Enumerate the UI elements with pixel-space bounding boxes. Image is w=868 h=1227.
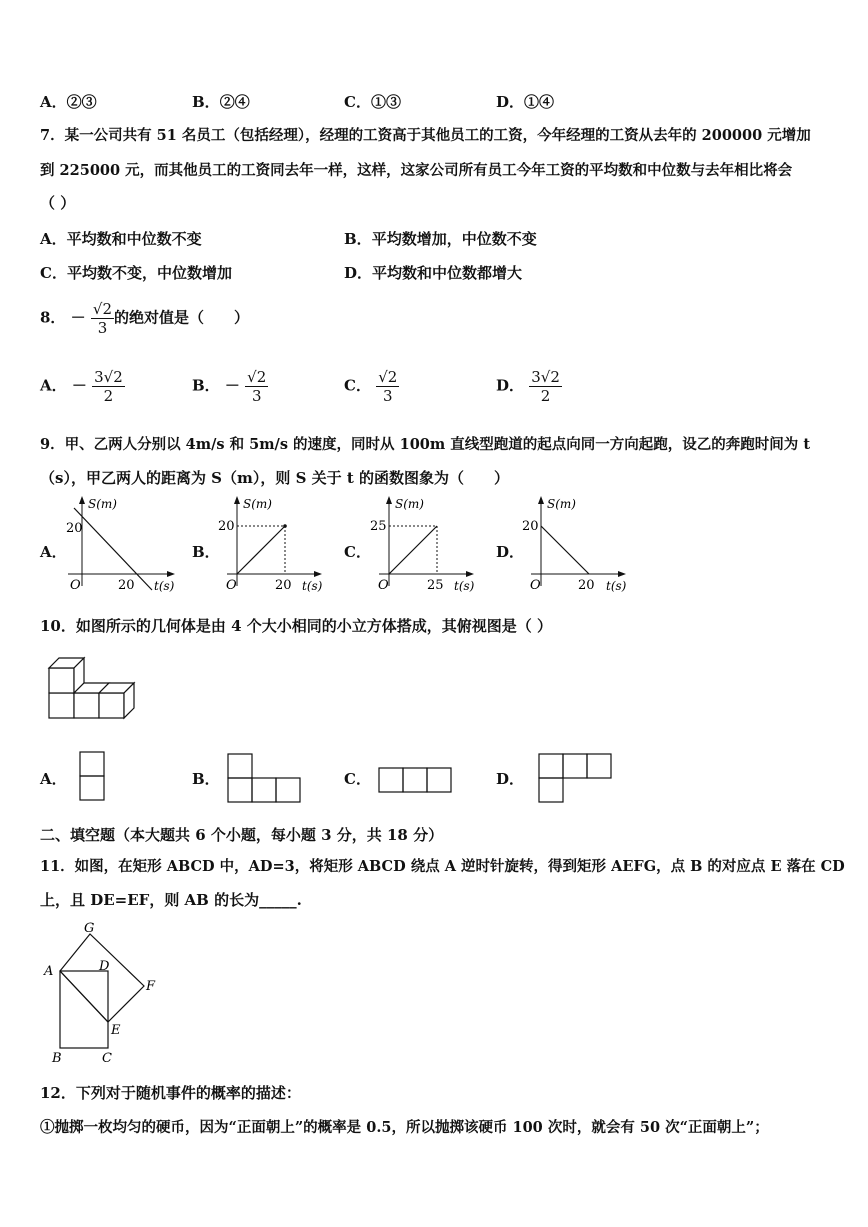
q6-option-b: B．②④ [192,93,250,111]
q9-graph-d [516,494,636,600]
q7-option-b: B．平均数增加，中位数不变 [344,230,537,248]
q7-line3: （ ） [40,194,76,212]
q9-b-ylabel: S(m) [243,497,272,511]
q9-d-xval: 20 [578,578,595,593]
q8-option-b: B． － $\frac{√2}{3}$ [192,368,267,405]
q10-option-d-view [537,752,615,804]
q10-option-c-letter: C． [344,770,371,788]
q9-b-yval: 20 [218,519,235,534]
q9-b-origin: O [226,578,237,593]
q9-option-c-letter: C． [344,543,371,561]
q10-option-d-letter: D． [496,770,525,788]
q9-c-yval: 25 [370,519,387,534]
q9-line2: （s），甲乙两人的距离为 S（m），则 S 关于 t 的函数图象为（ ） [40,469,510,487]
q8-option-a: A． － $\frac{3√2}{2}$ [40,368,123,405]
q11-label-f: F [146,979,156,994]
q8-option-d: D． $\frac{3√2}{2}$ [496,368,560,405]
q11-label-a: A [44,964,54,979]
q6-option-d: D．①④ [496,93,555,111]
q11-rectangle-figure [40,918,170,1068]
q10-option-a-view [78,750,108,802]
q9-c-xlabel: t(s) [454,579,475,593]
q9-c-xval: 25 [427,578,444,593]
q8-fraction: $\frac{√2}{3}$ [92,300,113,337]
q9-option-a-letter: A． [40,543,67,561]
q7-option-d: D．平均数和中位数都增大 [344,264,523,282]
q9-a-yval: 20 [66,521,83,536]
q11-line2: 上，且 DE=EF，则 AB 的长为_____. [40,891,302,909]
q9-a-xval: 20 [118,578,135,593]
q12-item-1: ①抛掷一枚均匀的硬币，因为“正面朝上”的概率是 0.5，所以抛掷该硬币 100 次时，就会有 50 次“正面朝上”； [40,1119,769,1136]
q9-d-ylabel: S(m) [547,497,576,511]
q11-label-d: D [99,959,110,974]
q9-c-origin: O [378,578,389,593]
q9-a-ylabel: S(m) [88,497,117,511]
q11-label-c: C [102,1051,112,1066]
q9-option-d-letter: D． [496,543,525,561]
q11-label-g: G [84,921,95,936]
q9-d-origin: O [530,578,541,593]
q9-option-b-letter: B． [192,543,220,561]
q7-option-c: C．平均数不变，中位数增加 [40,264,232,282]
q9-a-xlabel: t(s) [154,579,175,593]
q7-line1: 7．某一公司共有 51 名员工（包括经理），经理的工资高于其他员工的工资，今年经理的工资从去年的 200000 元增加 [40,127,811,144]
q6-option-a: A．②③ [40,93,97,111]
q9-graph-c [364,494,484,600]
q10-option-a-letter: A． [40,770,67,788]
q9-d-yval: 20 [522,519,539,534]
q8-stem: 8． － $\frac{√2}{3}$ 的绝对值是（ ） [40,300,250,337]
q9-c-ylabel: S(m) [395,497,424,511]
q8-option-c: C． $\frac{√2}{3}$ [344,368,398,405]
q11-line1: 11．如图，在矩形 ABCD 中，AD=3，将矩形 ABCD 绕点 A 逆时针旋转，得到矩形 AEFG，点 B 的对应点 E 落在 CD [40,858,845,875]
q10-option-c-view [377,766,455,796]
q12-stem: 12．下列对于随机事件的概率的描述： [40,1084,301,1102]
q7-line2: 到 225000 元，而其他员工的工资同去年一样，这样，这家公司所有员工今年工资的平均数和中位数与去年相比将会 [40,162,793,179]
q9-graph-b [212,494,332,600]
q9-graph-a [60,494,180,600]
q7-option-a: A．平均数和中位数不变 [40,230,202,248]
q10-option-b-letter: B． [192,770,220,788]
q9-b-xval: 20 [275,578,292,593]
section-2-heading: 二、填空题（本大题共 6 个小题，每小题 3 分，共 18 分） [40,826,444,844]
q9-line1: 9．甲、乙两人分别以 4m/s 和 5m/s 的速度，同时从 100m 直线型跑道的起点向同一方向起跑，设乙的奔跑时间为 t [40,436,811,453]
q10-solid-figure [46,652,138,722]
q11-label-b: B [52,1051,62,1066]
q9-d-xlabel: t(s) [606,579,627,593]
q11-label-e: E [111,1023,121,1038]
q6-option-c: C．①③ [344,93,401,111]
q10-option-b-view [226,752,304,804]
q9-b-xlabel: t(s) [302,579,323,593]
q10-stem: 10．如图所示的几何体是由 4 个大小相同的小立方体搭成，其俯视图是（ ） [40,617,552,635]
q9-a-origin: O [70,578,81,593]
